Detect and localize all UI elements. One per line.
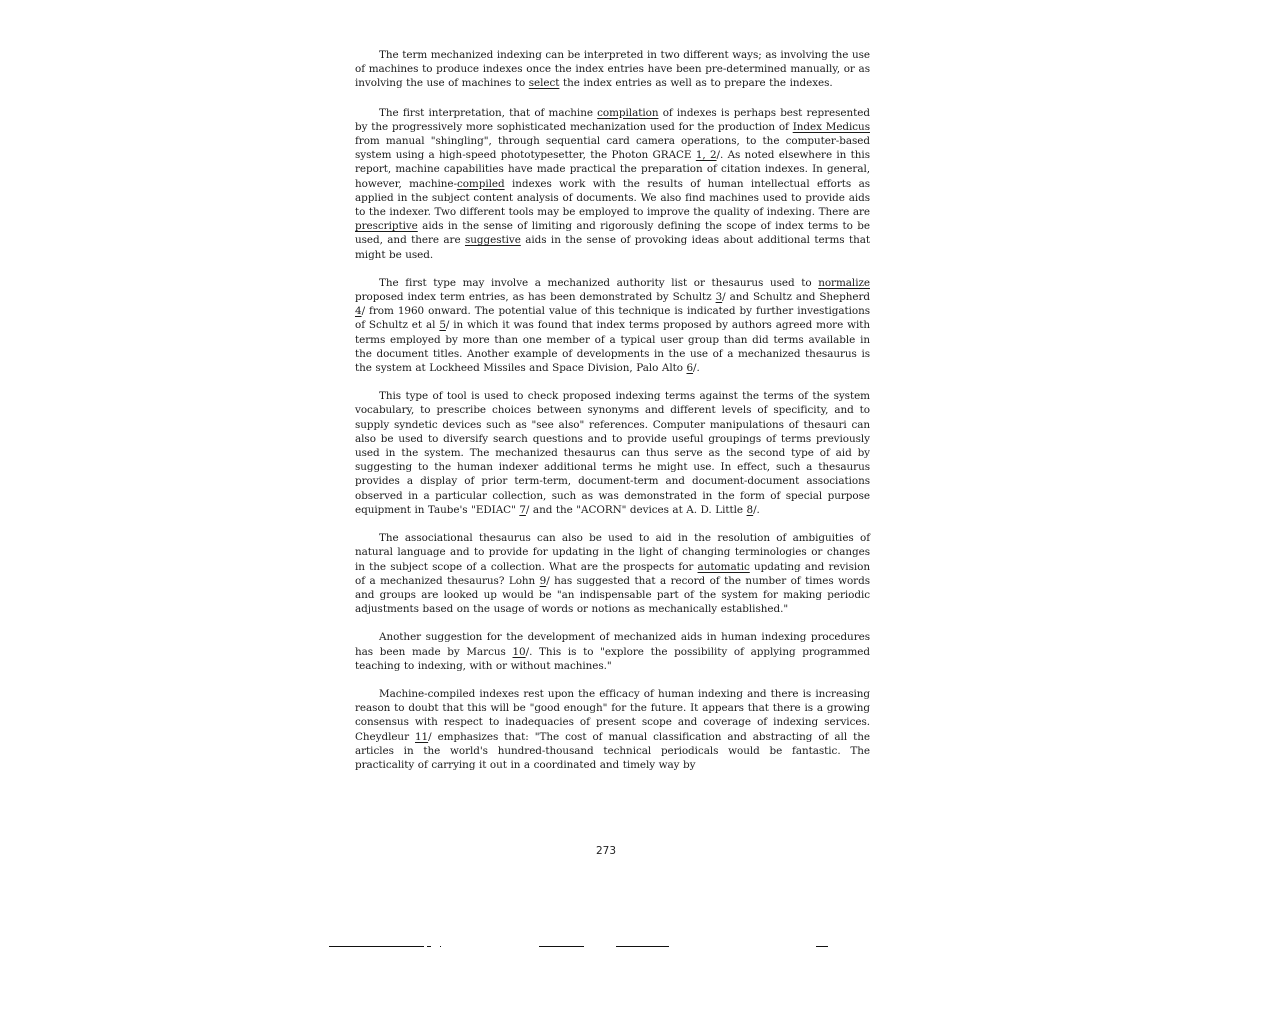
paragraph-text: The term mechanized indexing can be interpreted in two different ways; as involving the use of machines to produce indexes once the index entries have been pre-determined manually, or as involving the use of machines to <box>355 49 870 90</box>
footer-rule <box>616 946 669 947</box>
paragraph-4 <box>355 389 870 517</box>
underlined-term: automatic <box>697 560 750 573</box>
underlined-term: 5 <box>439 319 446 332</box>
underlined-term: 7 <box>519 503 526 516</box>
footer-rule <box>816 946 828 947</box>
paragraph-text: The first interpretation, that of machine <box>379 106 598 119</box>
underlined-term: 9 <box>539 574 547 587</box>
paragraph-text: aids in the sense of provoking ideas about additional terms that might be used. <box>355 234 870 261</box>
paragraph-text: / and the "ACORN" devices at A. D. Little <box>525 503 747 516</box>
paragraph-text: This type of tool is used to check proposed indexing terms against the terms of the system vocabulary, to prescribe choices between synonyms and different levels of specificity, and to supply syndetic devices such as "see also" references. Computer manipulations of thesauri can also be used to diversify search questions and to provide useful groupings of terms previously used in the system. The mechanized thesaurus can thus serve as the second type of aid by suggesting to the human indexer additional terms he might use. In effect, such a thesaurus provides a display of prior term-term, document-term and document-document associations observed in a particular collection, such as was demonstrated in the form of special purpose equipment in Taube's "EDIAC" <box>355 390 870 516</box>
underlined-term: 8 <box>746 503 754 516</box>
paragraph-text: /. <box>753 503 760 516</box>
underlined-term: 10 <box>512 645 526 658</box>
paragraph-3 <box>355 276 870 375</box>
paragraph-text: / and Schultz and Shepherd <box>722 291 870 304</box>
underlined-term: compilation <box>597 106 659 119</box>
underlined-term: 1, 2 <box>695 149 717 162</box>
paragraph-text: proposed index term entries, as has been demonstrated by Schultz <box>355 291 716 304</box>
paragraph-1 <box>355 48 870 91</box>
page-number: 273 <box>596 845 617 857</box>
paragraph-text: Another suggestion for the development of mechanized aids in human indexing procedures has been made by Marcus <box>355 631 870 658</box>
paragraph-text: from manual "shingling", through sequential card camera operations, to the computer-based system using a high-speed phototypesetter, the Photon GRACE <box>355 135 870 162</box>
underlined-term: 4 <box>355 305 362 318</box>
paragraph-text: indexes work with the results of human intellectual efforts as applied in the subject content analysis of documents. We also find machines used to provide aids to the indexer. Two different tools may be employed to improve the quality of indexing. There are <box>355 177 871 219</box>
paragraph-text: updating and revision of a mechanized thesaurus? Lohn <box>355 560 870 587</box>
underlined-term: compiled <box>456 177 505 190</box>
paragraph-text: / in which it was found that index terms proposed by authors agreed more with terms employed by more than one member of a typical user group than did terms available in the document titles. Another example of developments in the use of a mechanized thesaurus is the system at Lockheed Missiles and Space Division, Palo Alto <box>355 319 870 375</box>
paragraph-text: / has suggested that a record of the number of times words and groups are looked up would be "an indispensable part of the system for making periodic adjustments based on the usage of words or notions as mechanically established." <box>355 574 870 616</box>
footer-rule <box>539 946 584 947</box>
underlined-term: 11 <box>415 730 429 743</box>
paragraph-2 <box>355 106 870 262</box>
paragraph-text: The first type may involve a mechanized authority list or thesaurus used to <box>379 276 819 289</box>
paragraph-text: of indexes is perhaps best represented by the progressively more sophisticated mechanization used for the production of <box>355 106 870 133</box>
paragraph-text: /. <box>693 362 700 375</box>
paragraph-7 <box>355 687 870 772</box>
paragraph-text: / emphasizes that: "The cost of manual classification and abstracting of all the articles in the world's hundred-thousand technical periodicals would be fantastic. The practicality of carrying it out in a coordinated and timely way by <box>355 730 870 771</box>
footer-rule-mark <box>427 946 431 947</box>
paragraph-text: The associational thesaurus can also be used to aid in the resolution of ambiguities of natural language and to provide for updating in the light of changing terminologies or changes in the subject scope of a collection. What are the prospects for <box>355 532 870 573</box>
underlined-term: select <box>528 77 560 90</box>
underlined-term: suggestive <box>464 234 521 247</box>
paragraph-text: / from 1960 onward. The potential value of this technique is indicated by further investigations of Schultz et al <box>355 305 870 332</box>
paragraph-6 <box>355 630 870 673</box>
paragraph-text: /. This is to "explore the possibility of applying programmed teaching to indexing, with or without machines." <box>355 645 870 672</box>
document-page <box>355 48 870 786</box>
underlined-term: Index Medicus <box>792 120 870 133</box>
footer-rule-dot <box>440 946 441 947</box>
underlined-term: prescriptive <box>355 220 418 233</box>
paragraph-text: Machine-compiled indexes rest upon the efficacy of human indexing and there is increasing reason to doubt that this will be "good enough" for the future. It appears that there is a growing consensus with respect to inadequacies of present scope and coverage of indexing services. Cheydleur <box>355 687 870 743</box>
underlined-term: normalize <box>818 276 870 289</box>
underlined-term: 6 <box>686 362 694 375</box>
underlined-term: 3 <box>715 291 723 304</box>
footer-rule <box>329 946 424 947</box>
paragraph-text: /. As noted elsewhere in this report, machine capabilities have made practical the preparation of citation indexes. In general, however, machine- <box>355 149 870 190</box>
paragraph-5 <box>355 531 870 616</box>
paragraph-text: the index entries as well as to prepare the indexes. <box>559 77 833 90</box>
paragraph-text: aids in the sense of limiting and rigorously defining the scope of index terms to be used, and there are <box>355 220 870 247</box>
